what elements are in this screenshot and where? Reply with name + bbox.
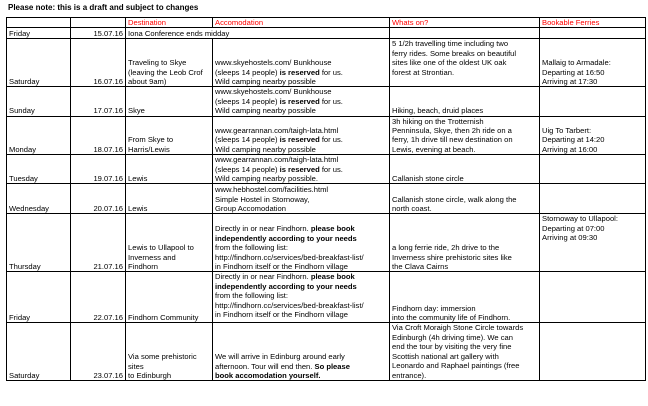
day-cell: Friday <box>7 28 71 39</box>
date-cell: 22.07.16 <box>71 272 126 323</box>
ferries-cell <box>540 155 646 184</box>
date-cell: 21.07.16 <box>71 214 126 272</box>
table-row <box>7 155 646 184</box>
date-cell: 16.07.16 <box>71 39 126 87</box>
ferries-cell: Uig To Tarbert: Departing at 14:20 Arriving at 16:00 <box>540 116 646 155</box>
table-row <box>7 87 646 116</box>
ferries-cell <box>540 87 646 116</box>
day-cell: Monday <box>7 116 71 155</box>
destination-cell: Iona Conference ends midday <box>126 28 390 39</box>
table-row <box>7 214 646 272</box>
table-row <box>7 39 646 87</box>
day-cell: Saturday <box>7 39 71 87</box>
table-row <box>7 323 646 381</box>
date-cell: 15.07.16 <box>71 28 126 39</box>
day-cell: Saturday <box>7 323 71 381</box>
accommodation-cell: www.hebhostel.com/facilities.html Simple Hostel in Stornoway, Group Accomodation <box>213 184 390 214</box>
destination-cell: Lewis <box>126 184 213 214</box>
day-cell: Tuesday <box>7 155 71 184</box>
accommodation-cell: www.skyehostels.com/ Bunkhouse (sleeps 14 people) is reserved for us. Wild camping nearby possible <box>213 87 390 116</box>
whats-on-cell: Findhorn day: immersion into the community life of Findhorn. <box>390 272 540 323</box>
accommodation-cell: www.gearrannan.com/taigh-lata.html (sleeps 14 people) is reserved for us. Wild camping nearby possible <box>213 116 390 155</box>
header-ferries: Bookable Ferries <box>540 18 646 28</box>
table-row <box>7 272 646 323</box>
destination-cell: Via some prehistoric sites to Edinburgh <box>126 323 213 381</box>
destination-cell: Findhorn Community <box>126 272 213 323</box>
date-cell: 19.07.16 <box>71 155 126 184</box>
whats-on-cell: 5 1/2h travelling time including two ferry rides. Some breaks on beautiful sites like one of the oldest UK oak forest at Strontian. <box>390 39 540 87</box>
header-whats-on: Whats on? <box>390 18 540 28</box>
destination-cell: Lewis to Ullapool to Inverness and Findhorn <box>126 214 213 272</box>
day-cell: Thursday <box>7 214 71 272</box>
whats-on-cell: Callanish stone circle, walk along the north coast. <box>390 184 540 214</box>
day-cell: Wednesday <box>7 184 71 214</box>
table-row <box>7 28 646 39</box>
draft-notice: Please note: this is a draft and subject to changes <box>8 3 199 12</box>
header-accommodation: Accomodation <box>213 18 390 28</box>
accommodation-cell: Directly in or near Findhorn. please book independently according to your needs from the following list: http://findhorn.cc/services/bed-breakfast-list/ in Findhorn itself or the Findhorn village <box>213 272 390 323</box>
day-cell: Sunday <box>7 87 71 116</box>
date-cell: 17.07.16 <box>71 87 126 116</box>
header-date <box>71 18 126 28</box>
date-cell: 18.07.16 <box>71 116 126 155</box>
date-cell: 23.07.16 <box>71 323 126 381</box>
itinerary-table <box>6 17 646 381</box>
accommodation-cell: We will arrive in Edinburg around early afternoon. Tour will end then. So please book accomodation yourself. <box>213 323 390 381</box>
whats-on-cell: Hiking, beach, druid places <box>390 87 540 116</box>
destination-cell: From Skye to Harris/Lewis <box>126 116 213 155</box>
ferries-cell <box>540 28 646 39</box>
header-day <box>7 18 71 28</box>
day-cell: Friday <box>7 272 71 323</box>
ferries-cell: Mallaig to Armadale: Departing at 16:50 Arriving at 17:30 <box>540 39 646 87</box>
whats-on-cell: a long ferrie ride, 2h drive to the Inverness shire prehistoric sites like the Clava Cairns <box>390 214 540 272</box>
destination-cell: Traveling to Skye (leaving the Leob Crof about 9am) <box>126 39 213 87</box>
header-row <box>7 18 646 28</box>
accommodation-cell: www.gearrannan.com/taigh-lata.html (sleeps 14 people) is reserved for us. Wild camping nearby possible. <box>213 155 390 184</box>
header-destination: Destination <box>126 18 213 28</box>
table-row <box>7 116 646 155</box>
destination-cell: Lewis <box>126 155 213 184</box>
ferries-cell <box>540 272 646 323</box>
accommodation-cell: Directly in or near Findhorn. please book independently according to your needs from the following list: http://findhorn.cc/services/bed-breakfast-list/ in Findhorn itself or the Findhorn village <box>213 214 390 272</box>
whats-on-cell: Via Croft Moraigh Stone Circle towards Edinburgh (4h driving time). We can end the tour by visiting the very fine Scottish national art gallery with Leonardo and Raphael paintings (free entrance). <box>390 323 540 381</box>
accommodation-cell: www.skyehostels.com/ Bunkhouse (sleeps 14 people) is reserved for us. Wild camping nearby possible <box>213 39 390 87</box>
whats-on-cell: Callanish stone circle <box>390 155 540 184</box>
table-row <box>7 184 646 214</box>
ferries-cell <box>540 184 646 214</box>
destination-cell: Skye <box>126 87 213 116</box>
ferries-cell <box>540 323 646 381</box>
date-cell: 20.07.16 <box>71 184 126 214</box>
whats-on-cell: 3h hiking on the Trotternish Penninsula, Skye, then 2h ride on a ferry, 1h drive till new destination on Lewis, evening at beach. <box>390 116 540 155</box>
ferries-cell: Stornoway to Ullapool: Departing at 07:00 Arriving at 09:30 <box>540 214 646 272</box>
whats-on-cell <box>390 28 540 39</box>
